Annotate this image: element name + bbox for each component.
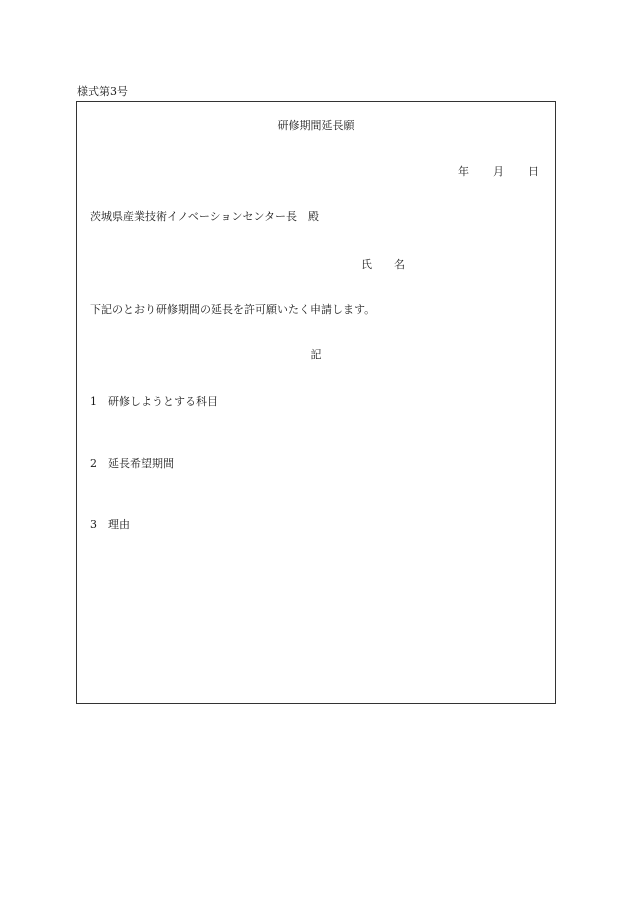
item-number: 2 — [90, 457, 97, 470]
form-title: 研修期間延長願 — [277, 119, 355, 132]
date-year-label: 年 — [458, 165, 469, 178]
name-label-second: 名 — [394, 258, 405, 271]
date-line — [458, 165, 539, 179]
name-label-first: 氏 — [361, 258, 372, 271]
ki-heading: 記 — [310, 348, 322, 361]
item-label: 理由 — [108, 518, 130, 531]
item-number: 3 — [90, 518, 97, 531]
addressee — [90, 210, 319, 224]
application-form — [76, 101, 556, 704]
addressee-recipient: 茨城県産業技術イノベーションセンター長 — [90, 210, 298, 223]
item-number: 1 — [90, 395, 97, 408]
item-label: 研修しようとする科目 — [108, 395, 218, 408]
addressee-honorific: 殿 — [308, 210, 320, 223]
item-extension-period — [90, 457, 174, 471]
request-statement: 下記のとおり研修期間の延長を許可願いたく申請します。 — [90, 303, 376, 316]
item-label: 延長希望期間 — [108, 457, 174, 470]
item-subject — [90, 395, 218, 409]
date-day-label: 日 — [528, 165, 539, 178]
item-reason — [90, 518, 130, 532]
applicant-name-line — [361, 258, 405, 272]
form-number: 様式第3号 — [77, 85, 128, 98]
date-month-label: 月 — [493, 165, 504, 178]
